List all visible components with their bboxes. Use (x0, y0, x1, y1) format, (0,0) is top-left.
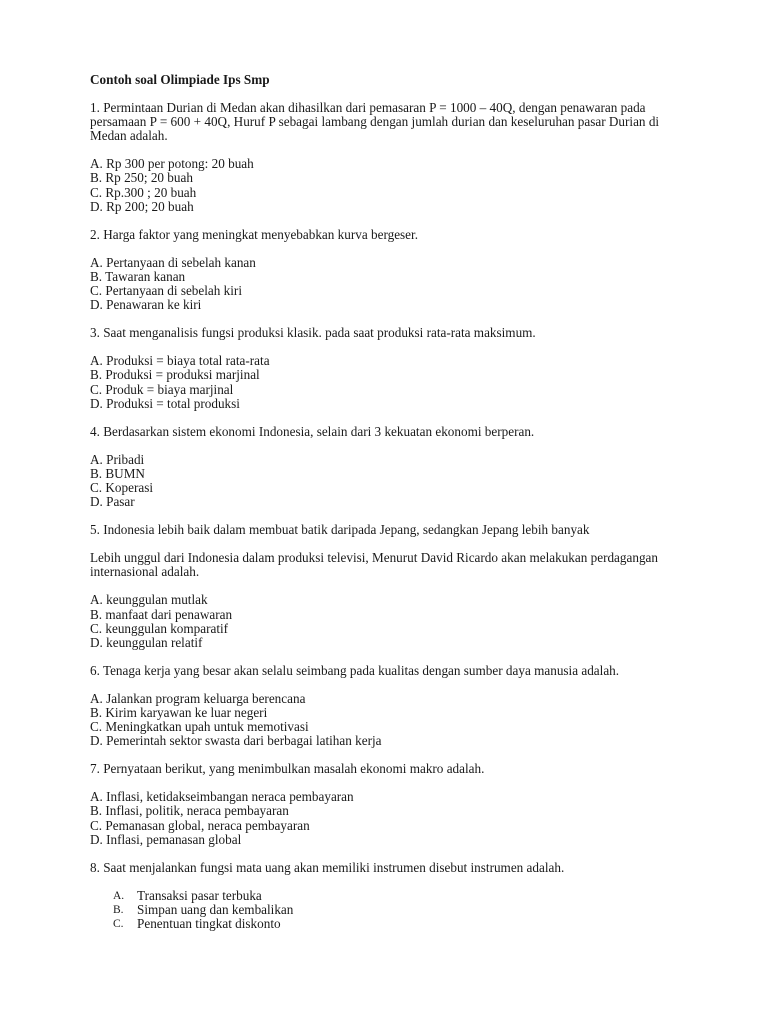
option-text: Penentuan tingkat diskonto (137, 916, 281, 932)
option-list (113, 889, 680, 931)
option-letter: C. (113, 918, 124, 931)
answer-option: C. Meningkatkan upah untuk memotivasi (90, 719, 309, 735)
document-title: Contoh soal Olimpiade Ips Smp (90, 72, 270, 87)
document-page (90, 73, 680, 945)
option-letter: A. (113, 889, 125, 902)
question-text: 6. Tenaga kerja yang besar akan selalu seimbang pada kualitas dengan sumber daya manusia adalah. (90, 662, 620, 678)
answer-option: C. Produk = biaya marjinal (90, 381, 234, 397)
answer-option: A. Produksi = biaya total rata-rata (90, 353, 270, 369)
option-text: Simpan uang dan kembalikan (137, 901, 294, 917)
question-text: 4. Berdasarkan sistem ekonomi Indonesia, selain dari 3 kekuatan ekonomi berperan. (90, 423, 535, 439)
question-text: 3. Saat menganalisis fungsi produksi klasik. pada saat produksi rata-rata maksimum. (90, 325, 536, 341)
question-text: 2. Harga faktor yang meningkat menyebabkan kurva bergeser. (90, 226, 418, 242)
answer-option: B. BUMN (90, 465, 145, 481)
question-text: 8. Saat menjalankan fungsi mata uang akan memiliki instrumen disebut instrumen adalah. (90, 859, 565, 875)
answer-option: D. Pasar (90, 494, 135, 510)
question-text: 7. Pernyataan berikut, yang menimbulkan masalah ekonomi makro adalah. (90, 761, 485, 777)
option-list (90, 593, 680, 649)
question-text: 5. Indonesia lebih baik dalam membuat batik daripada Jepang, sedangkan Jepang lebih banyak (90, 522, 590, 538)
answer-option: B. Rp 250; 20 buah (90, 170, 193, 186)
answer-option: B. Kirim karyawan ke luar negeri (90, 705, 268, 720)
answer-option: C. Pemanasan global, neraca pembayaran (90, 817, 310, 833)
answer-option: D. keunggulan relatif (90, 634, 203, 650)
answer-option: D. Rp 200; 20 buah (90, 198, 194, 214)
answer-option: D. Inflasi, pemanasan global (90, 831, 242, 847)
answer-option: A. Jalankan program keluarga berencana (90, 690, 306, 706)
answer-option: B. Produksi = produksi marjinal (90, 367, 260, 383)
answer-option: B. Tawaran kanan (90, 268, 186, 284)
answer-option: C. Koperasi (90, 479, 153, 495)
answer-option: B. Inflasi, politik, neraca pembayaran (90, 803, 289, 819)
answer-option: D. Pemerintah sektor swasta dari berbagai latihan kerja (90, 733, 382, 749)
answer-option: A. Pribadi (90, 451, 145, 467)
option-list (90, 157, 680, 213)
question-text-continued: Lebih unggul dari Indonesia dalam produksi televisi, Menurut David Ricardo akan melakukan perdagangan internasional adalah. (90, 550, 658, 580)
question-text: 1. Permintaan Durian di Medan akan dihasilkan dari pemasaran P = 1000 – 40Q, dengan penawaran pada persamaan P = 600 + 40Q, Huruf P sebagai lambang dengan jumlah durian dan keseluruhan pasar Durian di Medan adalah. (90, 100, 660, 144)
answer-option (113, 903, 680, 917)
question-list (90, 101, 680, 931)
answer-option: C. Rp.300 ; 20 buah (90, 184, 197, 200)
answer-option: D. Penawaran ke kiri (90, 297, 202, 313)
option-list (90, 354, 680, 410)
answer-option: A. keunggulan mutlak (90, 592, 208, 608)
answer-option: A. Rp 300 per potong: 20 buah (90, 156, 254, 172)
answer-option: A. Inflasi, ketidakseimbangan neraca pembayaran (90, 789, 354, 805)
answer-option: D. Produksi = total produksi (90, 395, 240, 411)
option-list (90, 790, 680, 846)
answer-option: A. Pertanyaan di sebelah kanan (90, 254, 256, 270)
option-list (90, 692, 680, 748)
answer-option: C. keunggulan komparatif (90, 620, 229, 636)
option-text: Transaksi pasar terbuka (137, 887, 262, 903)
option-letter: B. (113, 903, 124, 916)
answer-option: B. manfaat dari penawaran (90, 606, 233, 622)
option-list (90, 256, 680, 312)
answer-option: C. Pertanyaan di sebelah kiri (90, 283, 242, 299)
option-list (90, 453, 680, 509)
answer-option (113, 917, 680, 931)
answer-option (113, 889, 680, 903)
